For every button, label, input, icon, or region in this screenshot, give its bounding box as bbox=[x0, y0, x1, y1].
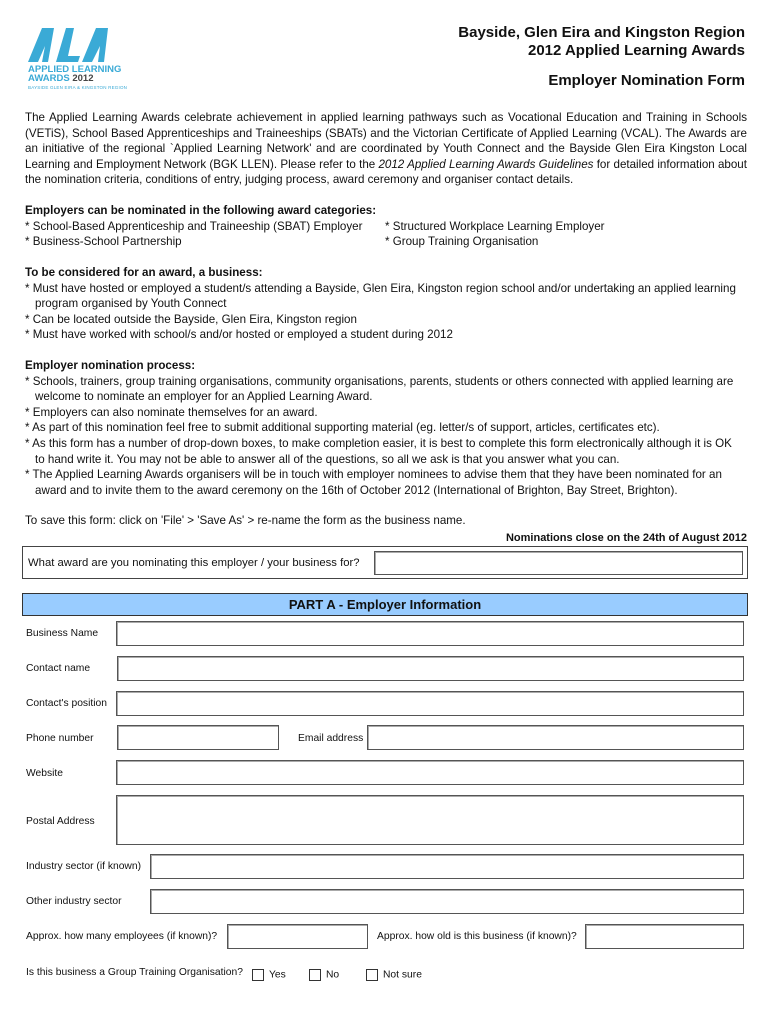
process-item: * As part of this nomination feel free to submit additional supporting material (eg. letter/s of support, articles, certificates etc). bbox=[25, 421, 660, 435]
other-industry-label: Other industry sector bbox=[26, 896, 122, 907]
award-question-row bbox=[22, 546, 748, 579]
categories-heading: Employers can be nominated in the following award categories: bbox=[25, 204, 377, 217]
award-question-label: What award are you nominating this employer / your business for? bbox=[28, 557, 360, 569]
gto-option-yes[interactable]: Yes bbox=[252, 969, 286, 981]
business-name-label: Business Name bbox=[26, 628, 99, 639]
category-item: * School-Based Apprenticeship and Traineeship (SBAT) Employer bbox=[25, 219, 363, 233]
criteria-section bbox=[25, 265, 747, 343]
postal-address-input[interactable] bbox=[116, 795, 744, 845]
process-section bbox=[25, 358, 747, 498]
criteria-item: * Must have worked with school/s and/or hosted or employed a student during 2012 bbox=[25, 328, 453, 342]
process-item: award and to invite them to the award ceremony on the 16th of October 2012 (International of Brighton, Bay Street, Brighton). bbox=[35, 483, 678, 497]
checkbox[interactable] bbox=[309, 969, 321, 981]
process-item: * The Applied Learning Awards organisers will be in touch with employer nominees to advise them that they have been nominated for an bbox=[25, 468, 722, 482]
business-age-select[interactable] bbox=[585, 924, 744, 949]
postal-address-label: Postal Address bbox=[26, 816, 95, 827]
other-industry-input[interactable] bbox=[150, 889, 744, 914]
process-item: * Schools, trainers, group training organisations, community organisations, parents, students or others connected with applied learning are bbox=[25, 374, 734, 388]
process-item: * As this form has a number of drop-down boxes, to make completion easier, it is best to complete this form electronically although it is OK bbox=[25, 436, 732, 450]
logo-line3: BAYSIDE GLEN EIRA & KINGSTON REGION bbox=[28, 85, 128, 90]
checkbox[interactable] bbox=[252, 969, 264, 981]
logo-line1: APPLIED LEARNING bbox=[28, 64, 122, 75]
criteria-item: * Must have hosted or employed a student/s attending a Bayside, Glen Eira, Kingston region school and/or undertaking an applied learning bbox=[25, 281, 736, 295]
business-age-label: Approx. how old is this business (if known)? bbox=[377, 931, 577, 942]
category-item: * Structured Workplace Learning Employer bbox=[385, 219, 605, 233]
guidelines-reference: 2012 Applied Learning Awards Guidelines bbox=[378, 157, 594, 171]
contact-position-input[interactable] bbox=[116, 691, 744, 716]
region-title: Bayside, Glen Eira and Kingston Region bbox=[458, 24, 745, 41]
contact-name-label: Contact name bbox=[26, 663, 91, 674]
criteria-heading: To be considered for an award, a business: bbox=[25, 266, 263, 279]
industry-sector-select[interactable] bbox=[150, 854, 744, 879]
contact-position-label: Contact's position bbox=[26, 698, 107, 709]
employees-select[interactable] bbox=[227, 924, 368, 949]
closing-date: Nominations close on the 24th of August 2012 bbox=[505, 532, 747, 544]
gto-option-not-sure[interactable]: Not sure bbox=[366, 969, 422, 981]
category-item: * Business-School Partnership bbox=[25, 235, 182, 249]
phone-input[interactable] bbox=[117, 725, 279, 750]
email-input[interactable] bbox=[367, 725, 744, 750]
process-heading: Employer nomination process: bbox=[25, 359, 196, 372]
part-a-header: PART A - Employer Information bbox=[22, 593, 748, 616]
intro-paragraph: The Applied Learning Awards celebrate achievement in applied learning pathways such as Vocational Education and Training in Schools (VETiS), School Based Apprenticeships and Traineeships (SBATs) and the Victorian Certificate of Applied Learning (VCAL). The Awards are an initiative of the regional `Applied Learning Network' and are coordinated by Youth Connect and the Bayside Glen Eira Kingston Local Learning and Employment Network (BGK LLEN). Please refer to the 2012 Applied Learning Awards Guidelines for detailed information about the nomination criteria, conditions of entry, judging process, award ceremony and organiser contact details. bbox=[25, 111, 747, 187]
process-item: welcome to nominate an employer for an Applied Learning Award. bbox=[35, 390, 373, 404]
category-item: * Group Training Organisation bbox=[385, 235, 539, 249]
award-select[interactable] bbox=[374, 551, 743, 575]
ala-logo-mark bbox=[28, 28, 118, 62]
gto-label: Is this business a Group Training Organisation? bbox=[26, 967, 243, 978]
awards-title: 2012 Applied Learning Awards bbox=[527, 42, 745, 59]
email-label: Email address bbox=[298, 733, 364, 744]
ala-logo bbox=[28, 28, 128, 90]
checkbox[interactable] bbox=[366, 969, 378, 981]
gto-option-no[interactable]: No bbox=[309, 969, 339, 981]
business-name-input[interactable] bbox=[116, 621, 744, 646]
industry-sector-label: Industry sector (if known) bbox=[26, 861, 142, 872]
contact-name-input[interactable] bbox=[117, 656, 744, 681]
process-item: to hand write it. You may not be able to answer all of the questions, so all we ask is that you answer what you can. bbox=[35, 452, 620, 466]
categories-section bbox=[25, 203, 747, 250]
phone-label: Phone number bbox=[26, 733, 94, 744]
employees-label: Approx. how many employees (if known)? bbox=[26, 931, 218, 942]
form-title: Employer Nomination Form bbox=[548, 72, 745, 89]
process-item: * Employers can also nominate themselves for an award. bbox=[25, 405, 318, 419]
save-instructions: To save this form: click on 'File' > 'Save As' > re-name the form as the business name. bbox=[25, 514, 466, 527]
criteria-item: * Can be located outside the Bayside, Glen Eira, Kingston region bbox=[25, 312, 357, 326]
website-label: Website bbox=[26, 768, 64, 779]
website-input[interactable] bbox=[116, 760, 744, 785]
logo-line2: AWARDS 2012 bbox=[28, 73, 94, 84]
criteria-item: program organised by Youth Connect bbox=[35, 297, 227, 311]
